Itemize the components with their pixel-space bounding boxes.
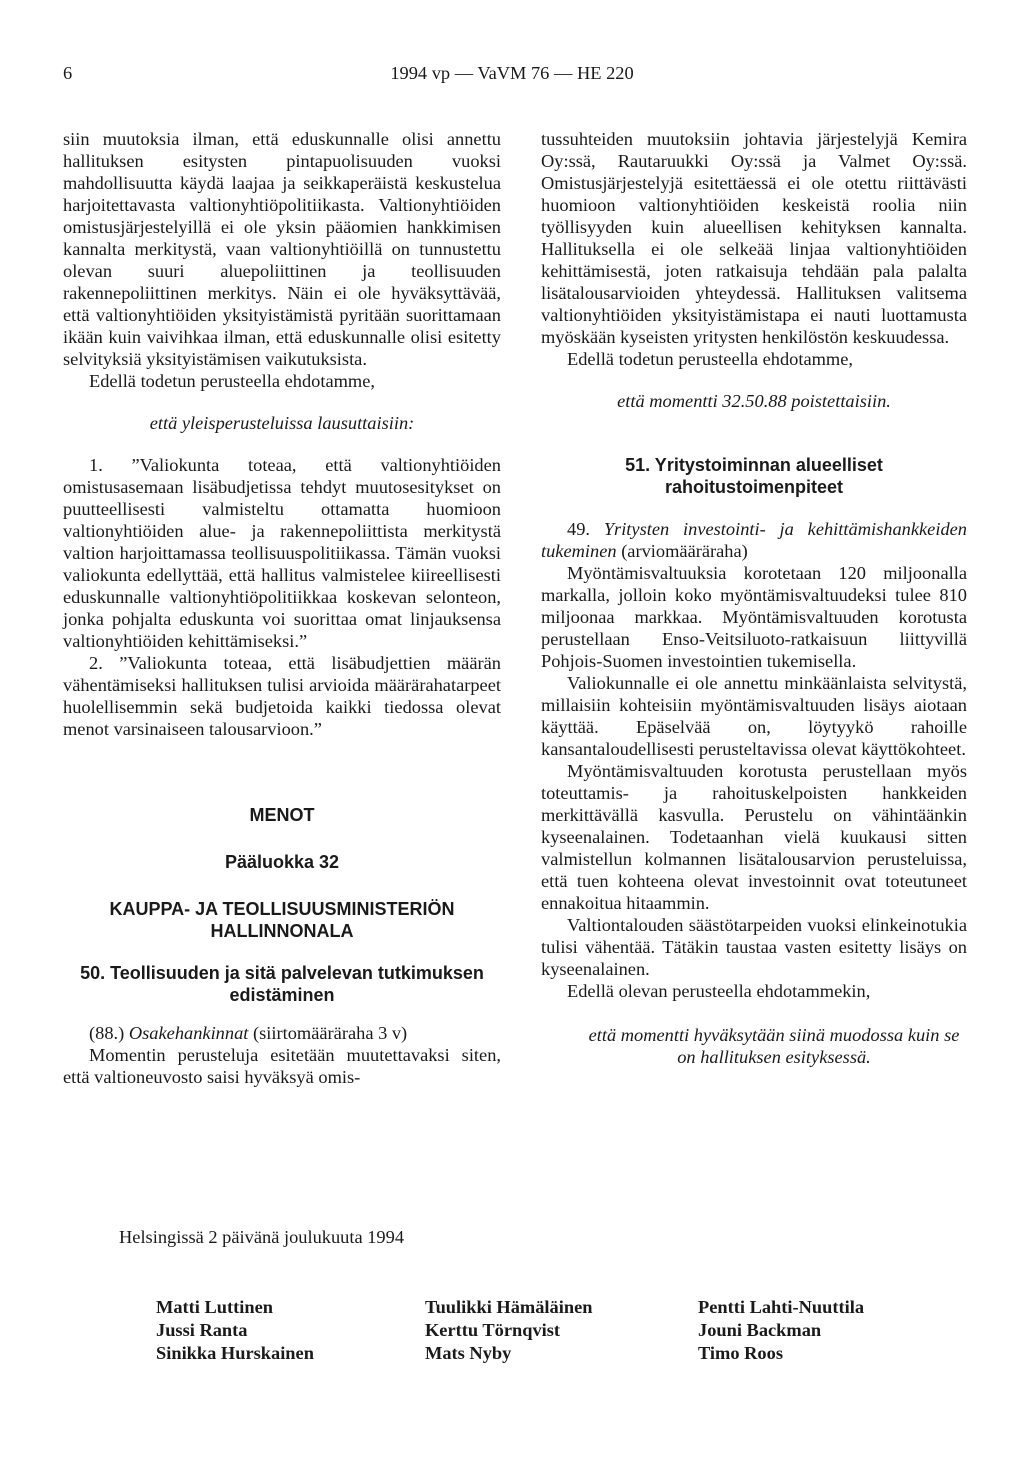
item-49-number: 49. xyxy=(567,519,590,539)
item-88-title: Osakehankinnat xyxy=(128,1023,249,1043)
signatory-name: Tuulikki Hämäläinen xyxy=(425,1297,593,1317)
right-proposal-2: että momentti hyväksytään siinä muodossa kuin se on hallituksen esityksessä. xyxy=(588,1025,960,1067)
right-body-3: Myöntämisvaltuuden korotusta perustellaan myös toteuttamis- ja rahoituskelpoisten hankkeiden merkittävällä kasvulla. Perustelu on vähintäänkin kyseenalainen. Todetaanhan vielä kuukausi sitten valmistellun kolmannen lisätalousarvion perusteluissa, että tuen kohteena olevat investoinnit ovat toteutuneet ennakoitua hitaammin. xyxy=(541,761,967,913)
menot-heading: MENOT xyxy=(249,805,315,825)
signatory-name: Kerttu Törnqvist xyxy=(425,1320,561,1340)
left-column xyxy=(63,128,501,1088)
signatures-column-3 xyxy=(698,1296,864,1365)
signatures-column-2 xyxy=(425,1296,592,1365)
right-proposal-1: että momentti 32.50.88 poistettaisiin. xyxy=(617,391,891,411)
signatory-name: Jouni Backman xyxy=(698,1320,822,1340)
right-body-1: Myöntämisvaltuuksia korotetaan 120 miljoonalla markalla, jolloin koko myöntämisvaltuudeksi tulee 810 miljoonaa markkaa. Myöntämisvaltuuden korotusta perustellaan Enso-Veitsiluoto-ratkaisuun liittyvillä Pohjois-Suomen investointien tukemisella. xyxy=(541,563,967,671)
left-paragraph-last: Momentin perusteluja esitetään muutettavaksi siten, että valtioneuvosto saisi hyväksyä omis- xyxy=(63,1045,501,1087)
left-paragraph-1: siin muutoksia ilman, että eduskunnalle olisi annettu hallituksen esitysten pintapuolisuuden vuoksi mahdollisuutta käydä laajaa ja seikkaperäistä keskustelua harjoitettavasta valtionyhtiöpolitiikasta. Valtionyhtiöiden omistusjärjestelyillä ei ole yksin pääomien hankkimisen kannalta merkitystä, vaan valtionyhtiöillä on tunnustettu olevan suuri aluepoliittinen ja teollisuuden rakennepoliittinen merkitys. Näin ei ole hyväksyttävää, että valtionyhtiöiden yksityistämistä pyritään suorittamaan ikään kuin vaivihkaa ilman, että eduskunnalle olisi esitetty selvityksiä yksityistämisen vaikutuksista. xyxy=(63,129,501,369)
signatory-name: Matti Luttinen xyxy=(156,1297,273,1317)
section-50-heading: 50. Teollisuuden ja sitä palvelevan tutkimuksen edistäminen xyxy=(80,963,484,1005)
right-column xyxy=(541,128,967,1068)
paaluokka-heading: Pääluokka 32 xyxy=(224,852,340,872)
left-point-2: 2. ”Valiokunta toteaa, että lisäbudjettien määrän vähentämiseksi hallituksen tulisi arvioida määrärahatarpeet huolellisemmin sekä budjetoida kaikki tiedossa olevat menot varsinaiseen talousarvioon.” xyxy=(63,653,501,739)
right-paragraph-1: tussuhteiden muutoksiin johtavia järjestelyjä Kemira Oy:ssä, Rautaruukki Oy:ssä ja Valmet Oy:ssä. Omistusjärjestelyjä esitettäessä ei ole otettu riittävästi huomioon valtionyhtiöiden keskeistä roolia niin työllisyyden kuin alueellisen kehityksen kannalta. Hallituksella ei ole selkeää linjaa valtionyhtiöiden kehittämisestä, joten ratkaisuja tehdään pala palalta lisätalousarvioiden yhteydessä. Hallituksen valitsema valtionyhtiöiden yksityistämistapa ei nauti luottamusta myöskään kyseisten yritysten henkilöstön keskuudessa. xyxy=(541,129,967,347)
page-header xyxy=(0,62,1024,86)
ministry-heading: KAUPPA- JA TEOLLISUUSMINISTERIÖN HALLINNONALA xyxy=(109,899,455,941)
left-paragraph-2: Edellä todetun perusteella ehdotamme, xyxy=(89,371,375,391)
item-88-number: (88.) xyxy=(89,1023,125,1043)
right-body-4: Valtiontalouden säästötarpeiden vuoksi elinkeinotukia tulisi vähentää. Tätäkin taustaa vasten esitetty lisäys on kyseenalainen. xyxy=(541,915,967,979)
signatory-name: Pentti Lahti-Nuuttila xyxy=(698,1297,865,1317)
left-point-1: 1. ”Valiokunta toteaa, että valtionyhtiöiden omistusasemaan lisäbudjetissa tehdyt muutosesitykset on puutteellisesti valmisteltu ottamatta huomioon valtionyhtiöiden alue- ja rakennepoliittista merkitystä valtion harjoittamassa teollisuuspolitiikassa. Tämän vuoksi valiokunta edellyttää, että hallitus valmistelee kiireellisesti eduskunnalle valtionyhtiöpolitiikkaa koskevan selonteon, jonka pohjalta eduskunta voi suorittaa omat linjauksensa valtionyhtiöiden kehittämiseksi.” xyxy=(63,455,501,651)
page-number: 6 xyxy=(63,63,73,83)
item-49-line xyxy=(541,518,967,562)
signatory-name: Timo Roos xyxy=(698,1343,783,1363)
signatory-name: Jussi Ranta xyxy=(156,1320,248,1340)
signatory-name: Sinikka Hurskainen xyxy=(156,1343,314,1363)
item-49-title: Yritysten investointi- ja kehittämishankkeiden tukeminen xyxy=(541,519,967,561)
left-proposal: että yleisperusteluissa lausuttaisiin: xyxy=(149,413,415,433)
running-title: 1994 vp — VaVM 76 — HE 220 xyxy=(390,63,634,83)
right-body-5: Edellä olevan perusteella ehdotammekin, xyxy=(567,981,871,1001)
signatures-column-1 xyxy=(156,1296,314,1365)
item-49-type: (arviomääräraha) xyxy=(621,541,748,561)
right-body-2: Valiokunnalle ei ole annettu minkäänlaista selvitystä, millaisiin kohteisiin myöntämisvaltuuden lisäys aiotaan käyttää. Epäselvää on, löytyykö rahoille kansantaloudellisesti perusteltavissa olevat käyttökohteet. xyxy=(541,673,967,759)
place-and-date: Helsingissä 2 päivänä joulukuuta 1994 xyxy=(119,1227,405,1247)
item-88-type: (siirtomääräraha 3 v) xyxy=(252,1023,408,1043)
item-88-line xyxy=(63,1022,501,1044)
signatory-name: Mats Nyby xyxy=(425,1343,512,1363)
section-51-heading: 51. Yritystoiminnan alueelliset rahoitustoimenpiteet xyxy=(625,455,883,497)
right-paragraph-2: Edellä todetun perusteella ehdotamme, xyxy=(567,349,853,369)
